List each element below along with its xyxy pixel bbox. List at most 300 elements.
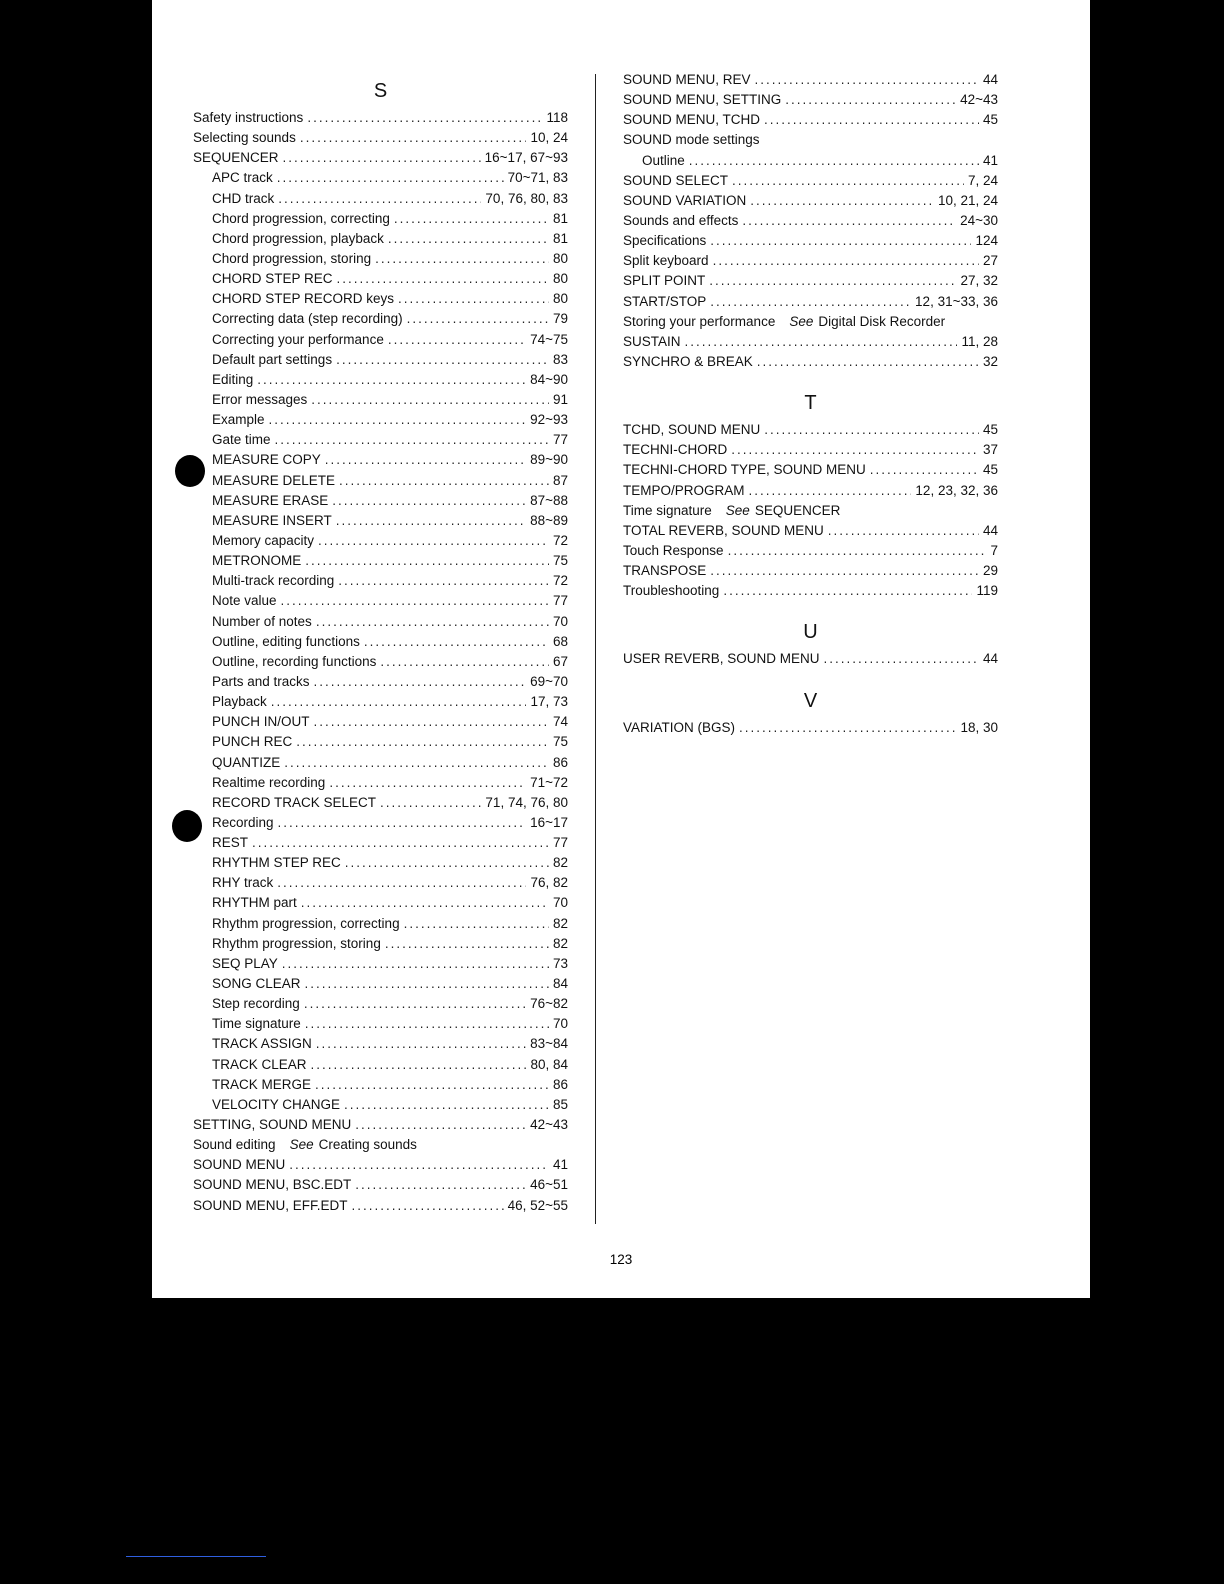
dot-leader xyxy=(364,632,549,652)
dot-leader xyxy=(709,271,956,291)
entry-pages: 7 xyxy=(990,542,998,558)
dot-leader xyxy=(344,1095,549,1115)
dot-leader xyxy=(398,289,549,309)
entry-pages: 46~51 xyxy=(530,1177,568,1193)
entry-title: Storing your performance xyxy=(623,313,776,329)
dot-leader xyxy=(257,370,526,390)
index-subentry-song-clear xyxy=(193,974,568,994)
index-subentry-record-track-select xyxy=(193,793,568,813)
index-subentry-rhy-track xyxy=(193,873,568,893)
entry-title: MEASURE ERASE xyxy=(212,492,329,508)
dot-leader xyxy=(375,249,549,269)
index-entry-sound-menu xyxy=(193,1155,568,1175)
dot-leader xyxy=(388,330,526,350)
entry-title: SOUND MENU, EFF.EDT xyxy=(193,1197,348,1213)
index-subentry-error-messages xyxy=(193,390,568,410)
entry-title: TOTAL REVERB, SOUND MENU xyxy=(623,522,824,538)
entry-pages: 44 xyxy=(982,522,998,538)
dot-leader xyxy=(329,773,526,793)
dot-leader xyxy=(339,471,549,491)
entry-title: RHYTHM part xyxy=(212,895,297,911)
section-letter-t: T xyxy=(804,392,817,415)
entry-pages: 75 xyxy=(552,734,568,750)
entry-pages: 71~72 xyxy=(530,774,568,790)
section-letter-v: V xyxy=(803,689,818,712)
dot-leader xyxy=(380,652,549,672)
entry-pages: 12, 31~33, 36 xyxy=(915,293,998,309)
index-subentry-correcting-data-step-recording xyxy=(193,309,568,329)
index-subentry-outline xyxy=(623,151,998,171)
index-subentry-chd-track xyxy=(193,189,568,209)
entry-pages: 87 xyxy=(552,472,568,488)
dot-leader xyxy=(305,1014,549,1034)
index-entry-safety-instructions xyxy=(193,108,568,128)
entry-title: Memory capacity xyxy=(212,532,315,548)
dot-leader xyxy=(710,561,979,581)
entry-pages: 76~82 xyxy=(530,996,568,1012)
entry-pages: 80 xyxy=(552,250,568,266)
entry-title: SOUND mode settings xyxy=(623,132,760,148)
entry-pages: 24~30 xyxy=(960,212,998,228)
index-entry-techni-chord-type-sound-menu xyxy=(623,460,998,480)
entry-title: QUANTIZE xyxy=(212,754,281,770)
index-subentry-note-value xyxy=(193,591,568,611)
entry-pages: 18, 30 xyxy=(960,719,998,735)
entry-title: Error messages xyxy=(212,391,308,407)
dot-leader xyxy=(311,1055,527,1075)
index-subentry-example xyxy=(193,410,568,430)
dot-leader xyxy=(757,352,979,372)
dot-leader xyxy=(269,410,527,430)
entry-pages: 77 xyxy=(552,593,568,609)
entry-title: Selecting sounds xyxy=(193,130,296,146)
entry-pages: 118 xyxy=(546,110,568,125)
entry-pages: 67 xyxy=(552,653,568,669)
entry-title: TRACK MERGE xyxy=(212,1076,312,1092)
entry-title: Rhythm progression, storing xyxy=(212,935,381,951)
index-subentry-rest xyxy=(193,833,568,853)
index-subentry-rhythm-progression-correcting xyxy=(193,914,568,934)
entry-pages: 44 xyxy=(982,651,998,667)
entry-pages: 87~88 xyxy=(530,492,568,508)
dot-leader xyxy=(277,873,526,893)
dot-leader xyxy=(305,551,549,571)
entry-title: APC track xyxy=(212,170,273,186)
entry-title: SUSTAIN xyxy=(623,333,681,349)
dot-leader xyxy=(407,309,549,329)
index-entry-selecting-sounds xyxy=(193,128,568,148)
entry-pages: 84 xyxy=(552,976,568,992)
entry-title: SOUND SELECT xyxy=(623,172,729,188)
index-entry-troubleshooting xyxy=(623,581,998,601)
section-letter-u: U xyxy=(803,621,818,644)
dot-leader xyxy=(731,440,979,460)
index-entry-tempo-program xyxy=(623,481,998,501)
dot-leader xyxy=(296,732,549,752)
entry-pages: 10, 24 xyxy=(530,130,568,146)
entry-pages: 74 xyxy=(552,714,568,730)
dot-leader xyxy=(755,70,979,90)
dot-leader xyxy=(281,591,549,611)
index-subentry-punch-rec xyxy=(193,732,568,752)
entry-title: Outline, recording functions xyxy=(212,653,377,669)
entry-pages: 27, 32 xyxy=(960,273,998,289)
dot-leader xyxy=(750,191,934,211)
entry-title: SEQUENCER xyxy=(193,150,279,166)
entry-pages: 46, 52~55 xyxy=(507,1197,568,1213)
index-subentry-playback xyxy=(193,692,568,712)
index-subentry-rhythm-step-rec xyxy=(193,853,568,873)
entry-title: Rhythm progression, correcting xyxy=(212,915,400,931)
index-subentry-outline-editing-functions xyxy=(193,632,568,652)
entry-pages: 70 xyxy=(552,1016,568,1032)
entry-title: TRANSPOSE xyxy=(623,563,707,579)
index-entry-sound-menu-eff-edt xyxy=(193,1196,568,1216)
see-reference-target: Digital Disk Recorder xyxy=(818,313,946,329)
dot-leader xyxy=(739,718,956,738)
dot-leader xyxy=(870,460,979,480)
entry-title: SEQ PLAY xyxy=(212,955,278,971)
see-reference-label: See xyxy=(289,1137,314,1153)
index-subentry-track-clear xyxy=(193,1055,568,1075)
entry-pages: 70 xyxy=(552,613,568,629)
dot-leader xyxy=(284,753,549,773)
dot-leader xyxy=(307,108,542,128)
entry-pages: 32 xyxy=(982,353,998,369)
entry-pages: 73 xyxy=(552,955,568,971)
entry-pages: 41 xyxy=(982,152,998,168)
entry-title: SPLIT POINT xyxy=(623,273,706,289)
entry-pages: 12, 23, 32, 36 xyxy=(915,482,998,498)
index-subentry-parts-and-tracks xyxy=(193,672,568,692)
entry-title: MEASURE COPY xyxy=(212,452,321,468)
entry-title: METRONOME xyxy=(212,553,302,569)
dot-leader xyxy=(689,151,979,171)
index-column-right xyxy=(623,70,998,738)
entry-pages: 16~17 xyxy=(530,814,568,830)
entry-title: Specifications xyxy=(623,233,707,249)
entry-title: Sound editing xyxy=(193,1137,276,1153)
dot-leader xyxy=(732,171,964,191)
entry-title: SOUND MENU xyxy=(193,1157,286,1173)
entry-pages: 84~90 xyxy=(530,371,568,387)
entry-title: VELOCITY CHANGE xyxy=(212,1096,341,1112)
index-subentry-multi-track-recording xyxy=(193,571,568,591)
index-entry-sound-menu-setting xyxy=(623,90,998,110)
index-subentry-step-recording xyxy=(193,994,568,1014)
dot-leader xyxy=(685,332,958,352)
entry-title: USER REVERB, SOUND MENU xyxy=(623,651,820,667)
index-subentry-time-signature xyxy=(193,1014,568,1034)
entry-pages: 45 xyxy=(982,112,998,128)
entry-title: Outline xyxy=(642,152,685,168)
dot-leader xyxy=(315,1075,549,1095)
entry-pages: 82 xyxy=(552,935,568,951)
see-reference-label: See xyxy=(789,313,814,329)
entry-pages: 83 xyxy=(552,351,568,367)
dot-leader xyxy=(282,954,549,974)
index-subentry-measure-delete xyxy=(193,471,568,491)
index-entry-transpose xyxy=(623,561,998,581)
index-entry-start-stop xyxy=(623,292,998,312)
index-entry-sound-editing xyxy=(193,1135,568,1155)
dot-leader xyxy=(300,128,527,148)
index-entry-tchd-sound-menu xyxy=(623,420,998,440)
entry-pages: 80 xyxy=(552,271,568,287)
index-subentry-number-of-notes xyxy=(193,612,568,632)
dot-leader xyxy=(749,481,912,501)
dot-leader xyxy=(785,90,956,110)
dot-leader xyxy=(723,581,972,601)
entry-title: Touch Response xyxy=(623,542,724,558)
entry-pages: 91 xyxy=(552,391,568,407)
dot-leader xyxy=(764,420,979,440)
entry-title: RECORD TRACK SELECT xyxy=(212,794,377,810)
dot-leader xyxy=(394,209,549,229)
entry-title: SOUND MENU, BSC.EDT xyxy=(193,1177,352,1193)
index-subentry-rhythm-progression-storing xyxy=(193,934,568,954)
dot-leader xyxy=(742,211,956,231)
index-subentry-correcting-your-performance xyxy=(193,330,568,350)
index-entry-total-reverb-sound-menu xyxy=(623,521,998,541)
entry-title: MEASURE DELETE xyxy=(212,472,336,488)
index-entry-sound-mode-settings xyxy=(623,130,998,150)
entry-pages: 16~17, 67~93 xyxy=(484,150,568,166)
entry-title: Editing xyxy=(212,371,254,387)
index-subentry-realtime-recording xyxy=(193,773,568,793)
index-entry-sustain xyxy=(623,332,998,352)
entry-title: CHORD STEP RECORD keys xyxy=(212,291,395,307)
entry-title: TECHNI-CHORD xyxy=(623,442,728,458)
entry-title: SOUND VARIATION xyxy=(623,192,747,208)
entry-title: Default part settings xyxy=(212,351,333,367)
index-subentry-default-part-settings xyxy=(193,350,568,370)
entry-title: Example xyxy=(212,412,265,428)
index-subentry-outline-recording-functions xyxy=(193,652,568,672)
index-entry-sound-menu-rev xyxy=(623,70,998,90)
index-subentry-chord-progression-storing xyxy=(193,249,568,269)
entry-pages: 76, 82 xyxy=(530,875,568,891)
entry-title: Recording xyxy=(212,814,274,830)
entry-pages: 124 xyxy=(975,233,998,249)
entry-title: PUNCH REC xyxy=(212,734,293,750)
entry-pages: 79 xyxy=(552,311,568,327)
entry-title: SYNCHRO & BREAK xyxy=(623,353,753,369)
see-reference-target: Creating sounds xyxy=(318,1137,417,1153)
entry-pages: 86 xyxy=(552,754,568,770)
entry-pages: 77 xyxy=(552,835,568,851)
entry-title: TRACK ASSIGN xyxy=(212,1036,312,1052)
margin-bullet-mark xyxy=(172,810,202,842)
entry-pages: 77 xyxy=(552,432,568,448)
entry-title: REST xyxy=(212,835,249,851)
dot-leader xyxy=(404,914,549,934)
edge-line-mark xyxy=(126,1556,266,1557)
entry-pages: 45 xyxy=(982,422,998,438)
entry-title: PUNCH IN/OUT xyxy=(212,714,310,730)
entry-title: Gate time xyxy=(212,432,271,448)
section-letter-s: S xyxy=(373,80,388,102)
dot-leader xyxy=(380,793,481,813)
entry-pages: 42~43 xyxy=(530,1117,568,1133)
entry-pages: 86 xyxy=(552,1076,568,1092)
entry-pages: 85 xyxy=(552,1096,568,1112)
dot-leader xyxy=(278,813,527,833)
entry-title: SOUND MENU, REV xyxy=(623,72,751,87)
entry-pages: 80 xyxy=(552,291,568,307)
entry-title: MEASURE INSERT xyxy=(212,512,332,528)
entry-title: Sounds and effects xyxy=(623,212,739,228)
dot-leader xyxy=(252,833,549,853)
dot-leader xyxy=(828,521,979,541)
index-entry-touch-response xyxy=(623,541,998,561)
entry-pages: 69~70 xyxy=(530,673,568,689)
entry-pages: 10, 21, 24 xyxy=(937,192,998,208)
entry-pages: 81 xyxy=(552,210,568,226)
dot-leader xyxy=(336,511,526,531)
index-subentry-rhythm-part xyxy=(193,893,568,913)
dot-leader xyxy=(314,672,527,692)
index-subentry-quantize xyxy=(193,753,568,773)
index-subentry-apc-track xyxy=(193,168,568,188)
dot-leader xyxy=(338,571,549,591)
entry-pages: 70 xyxy=(552,895,568,911)
entry-pages: 119 xyxy=(976,583,998,599)
dot-leader xyxy=(824,649,979,669)
index-subentry-chord-progression-correcting xyxy=(193,209,568,229)
dot-leader xyxy=(764,110,979,130)
index-entry-time-signature xyxy=(623,501,998,521)
entry-title: TCHD, SOUND MENU xyxy=(623,422,761,438)
entry-pages: 88~89 xyxy=(530,512,568,528)
entry-title: Parts and tracks xyxy=(212,673,310,689)
index-entry-techni-chord xyxy=(623,440,998,460)
entry-title: Realtime recording xyxy=(212,774,326,790)
entry-title: Number of notes xyxy=(212,613,312,629)
dot-leader xyxy=(314,712,549,732)
entry-title: Correcting data (step recording) xyxy=(212,311,403,327)
index-subentry-metronome xyxy=(193,551,568,571)
index-entry-setting-sound-menu xyxy=(193,1115,568,1135)
dot-leader xyxy=(388,229,549,249)
entry-title: Correcting your performance xyxy=(212,331,384,347)
entry-pages: 82 xyxy=(552,855,568,871)
index-subentry-gate-time xyxy=(193,430,568,450)
dot-leader xyxy=(332,491,526,511)
entry-title: VARIATION (BGS) xyxy=(623,719,736,735)
index-subentry-measure-erase xyxy=(193,491,568,511)
entry-title: Safety instructions xyxy=(193,110,304,125)
entry-pages: 29 xyxy=(982,563,998,579)
entry-title: SETTING, SOUND MENU xyxy=(193,1117,352,1133)
entry-title: Playback xyxy=(212,694,267,710)
dot-leader xyxy=(325,450,526,470)
entry-title: RHY track xyxy=(212,875,274,891)
index-subentry-chord-progression-playback xyxy=(193,229,568,249)
entry-title: SOUND MENU, SETTING xyxy=(623,92,782,108)
index-entry-sound-menu-bsc-edt xyxy=(193,1175,568,1195)
index-entry-sound-menu-tchd xyxy=(623,110,998,130)
dot-leader xyxy=(336,350,549,370)
index-page xyxy=(152,0,1090,1298)
entry-pages: 75 xyxy=(552,553,568,569)
entry-pages: 42~43 xyxy=(960,92,998,108)
entry-pages: 82 xyxy=(552,915,568,931)
index-subentry-recording xyxy=(193,813,568,833)
see-reference-target: SEQUENCER xyxy=(754,502,841,518)
dot-leader xyxy=(316,612,549,632)
dot-leader xyxy=(275,430,549,450)
entry-title: Chord progression, playback xyxy=(212,230,384,246)
dot-leader xyxy=(710,292,911,312)
entry-pages: 81 xyxy=(552,230,568,246)
entry-pages: 92~93 xyxy=(530,412,568,428)
index-subentry-chord-step-record-keys xyxy=(193,289,568,309)
index-entry-variation-bgs xyxy=(623,718,998,738)
dot-leader xyxy=(337,269,549,289)
entry-pages: 11, 28 xyxy=(961,333,998,349)
entry-title: Outline, editing functions xyxy=(212,633,360,649)
dot-leader xyxy=(355,1115,526,1135)
dot-leader xyxy=(710,231,971,251)
entry-title: CHORD STEP REC xyxy=(212,271,333,287)
index-entry-specifications xyxy=(623,231,998,251)
dot-leader xyxy=(271,692,527,712)
entry-title: Chord progression, correcting xyxy=(212,210,390,226)
dot-leader xyxy=(345,853,549,873)
index-entry-sequencer xyxy=(193,148,568,168)
entry-pages: 80, 84 xyxy=(530,1056,568,1072)
index-entry-sounds-and-effects xyxy=(623,211,998,231)
index-entry-sound-variation xyxy=(623,191,998,211)
index-subentry-editing xyxy=(193,370,568,390)
index-entry-split-point xyxy=(623,271,998,291)
index-subentry-velocity-change xyxy=(193,1095,568,1115)
entry-pages: 44 xyxy=(982,72,998,87)
entry-title: RHYTHM STEP REC xyxy=(212,855,341,871)
entry-title: Note value xyxy=(212,593,277,609)
dot-leader xyxy=(311,390,549,410)
dot-leader xyxy=(305,974,549,994)
column-divider xyxy=(595,74,596,1224)
entry-pages: 68 xyxy=(552,633,568,649)
index-subentry-punch-in-out xyxy=(193,712,568,732)
entry-pages: 71, 74, 76, 80 xyxy=(485,794,568,810)
dot-leader xyxy=(713,251,979,271)
margin-bullet-mark xyxy=(175,455,205,487)
entry-title: Time signature xyxy=(212,1016,301,1032)
dot-leader xyxy=(352,1196,504,1216)
entry-title: Chord progression, storing xyxy=(212,250,372,266)
index-subentry-chord-step-rec xyxy=(193,269,568,289)
index-subentry-measure-copy xyxy=(193,450,568,470)
dot-leader xyxy=(318,531,549,551)
index-entry-user-reverb-sound-menu xyxy=(623,649,998,669)
index-subentry-seq-play xyxy=(193,954,568,974)
dot-leader xyxy=(277,168,504,188)
index-entry-storing-your-performance xyxy=(623,312,998,332)
entry-title: TEMPO/PROGRAM xyxy=(623,482,745,498)
entry-title: Troubleshooting xyxy=(623,583,720,599)
entry-pages: 27 xyxy=(982,253,998,269)
index-subentry-track-merge xyxy=(193,1075,568,1095)
entry-title: SOUND MENU, TCHD xyxy=(623,112,761,128)
entry-title: SONG CLEAR xyxy=(212,976,301,992)
dot-leader xyxy=(301,893,549,913)
dot-leader xyxy=(728,541,987,561)
dot-leader xyxy=(355,1175,526,1195)
dot-leader xyxy=(278,189,481,209)
